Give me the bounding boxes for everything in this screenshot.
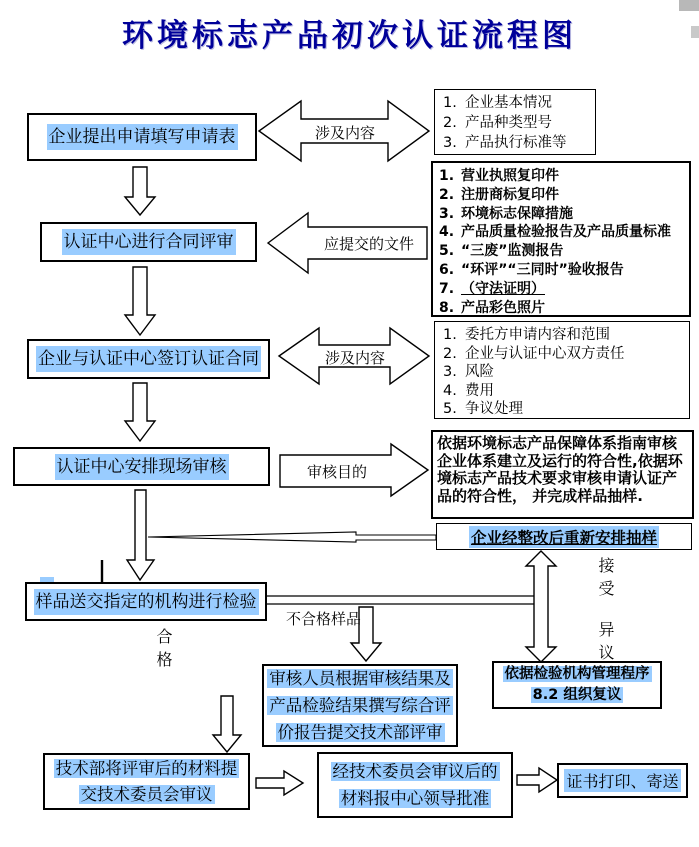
report-line: 产品检验结果撰写综合评 xyxy=(269,696,451,715)
arrange-audit-box xyxy=(13,447,270,486)
list-item: 2. 注册商标复印件 xyxy=(439,186,559,203)
list-item: 5. “三废”监测报告 xyxy=(439,243,564,260)
contract-review-box-label: 认证中心进行合同评审 xyxy=(62,229,236,255)
list-item: 1. 企业基本情况 xyxy=(443,95,552,111)
audit-purpose-label: 审核目的 xyxy=(306,463,367,481)
apply-box xyxy=(27,113,257,161)
right-arrow-certificate xyxy=(517,768,557,792)
down-arrow-sign-contract xyxy=(125,383,155,441)
apply-box-label: 企业提出申请填写申请表 xyxy=(47,124,238,150)
accept-label: 接受 xyxy=(596,557,615,603)
list-item: 7. （守法证明） xyxy=(439,280,545,297)
list-item: 4. 产品质量检验报告及产品质量标准 xyxy=(439,224,671,241)
objection-label: 异议 xyxy=(596,621,615,667)
contract-items-box xyxy=(434,321,690,419)
review-procedure-box xyxy=(492,661,662,709)
page-title: 环境标志产品初次认证流程图 xyxy=(122,18,577,54)
list-item: 2. 企业与认证中心双方责任 xyxy=(443,345,625,362)
list-item: 3. 风险 xyxy=(443,364,494,381)
submit-docs-label: 应提交的文件 xyxy=(323,235,414,253)
involve-label-2: 涉及内容 xyxy=(324,349,385,367)
down-arrow-contract-review xyxy=(125,267,155,335)
basic-info-box xyxy=(434,89,596,155)
list-item: 6. “环评”“三同时”验收报告 xyxy=(439,261,624,278)
approval-line: 经技术委员会审议后的 xyxy=(332,762,498,781)
down-arrow-apply xyxy=(125,167,155,215)
tech-committee-box xyxy=(43,753,250,810)
list-item: 8. 产品彩色照片 xyxy=(439,299,545,316)
involve-label-1: 涉及内容 xyxy=(314,124,375,142)
right-arrow-committee xyxy=(256,771,303,795)
contract-review-box xyxy=(40,222,257,262)
accept-objection-double-arrow xyxy=(526,551,556,662)
list-item: 3. 产品执行标准等 xyxy=(443,135,567,151)
review-procedure-line: 依据检验机构管理程序 xyxy=(504,666,650,682)
list-item: 1. 营业执照复印件 xyxy=(439,168,559,184)
list-item: 1. 委托方申请内容和范围 xyxy=(443,327,610,343)
list-item: 3. 环境标志保障措施 xyxy=(439,205,573,222)
tech-committee-line: 交技术委员会审议 xyxy=(80,784,213,804)
report-line: 价报告提交技术部评审 xyxy=(277,723,443,742)
inspection-box xyxy=(25,582,267,621)
certificate-box-label: 证书打印、寄送 xyxy=(564,769,680,792)
approval-line: 材料报中心领导批准 xyxy=(340,789,490,808)
report-line: 审核人员根据审核结果及 xyxy=(269,669,451,688)
list-item: 4. 费用 xyxy=(443,382,494,399)
down-arrow-arrange-audit xyxy=(127,490,154,580)
list-item: 5. 争议处理 xyxy=(443,401,523,418)
audit-purpose-text: 依据环境标志产品保障体系指南审核企业体系建立及运行的符合性,依据环境标志产品技术要求审核申请认证产品的符合性， 并完成样品抽样. xyxy=(437,434,683,505)
resample-box-label: 企业经整改后重新安排抽样 xyxy=(469,526,659,548)
audit-purpose-box xyxy=(431,430,694,519)
arrange-audit-box-label: 认证中心安排现场审核 xyxy=(55,454,229,480)
inspection-box-label: 样品送交指定的机构进行检验 xyxy=(34,589,259,615)
down-arrow-tech-committee xyxy=(213,696,241,752)
tech-committee-line: 技术部将评审后的材料提 xyxy=(55,758,238,778)
review-procedure-line: 8.2 组织复议 xyxy=(532,687,622,703)
resample-return-arrow xyxy=(148,532,436,542)
sign-contract-box xyxy=(27,339,270,379)
certificate-box xyxy=(557,763,688,798)
report-box xyxy=(262,664,458,747)
documents-box xyxy=(431,161,691,317)
unqualified-label: 不合格样品 xyxy=(286,610,362,628)
list-item: 2. 产品种类型号 xyxy=(443,115,552,131)
sign-contract-box-label: 企业与认证中心签订认证合同 xyxy=(36,346,261,372)
resample-box xyxy=(436,523,692,550)
approval-box xyxy=(317,752,513,818)
qualified-label: 合格 xyxy=(154,628,173,674)
